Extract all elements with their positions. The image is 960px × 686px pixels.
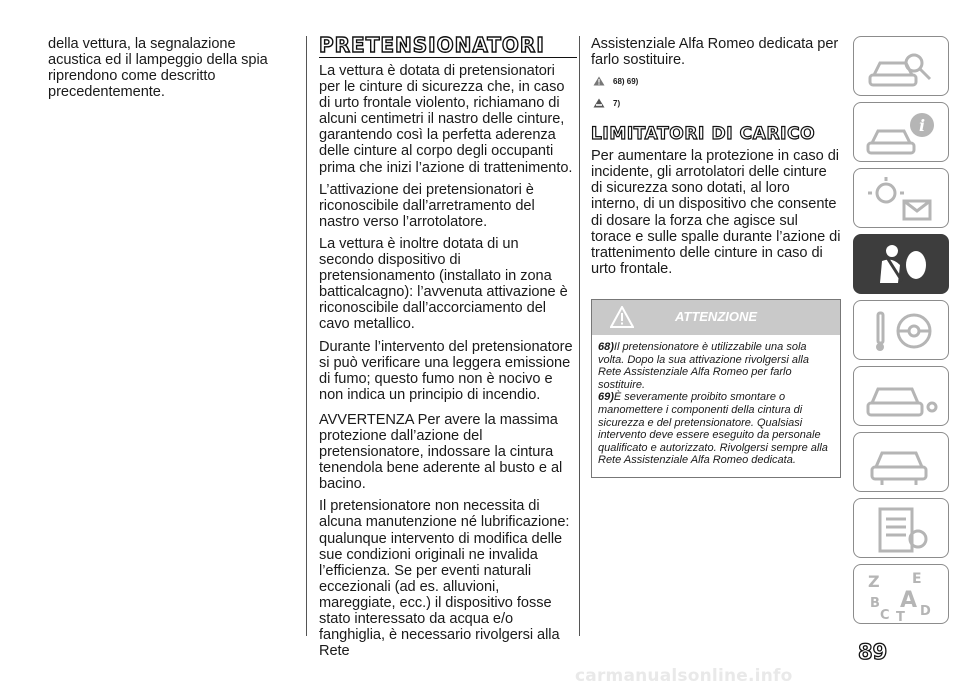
reference-row bbox=[593, 70, 841, 92]
watermark: carmanualsonline.info bbox=[575, 666, 793, 686]
warning-title: ATTENZIONE bbox=[674, 308, 758, 324]
car-search-icon bbox=[854, 37, 950, 97]
tab-seatbelt-airbag[interactable] bbox=[853, 234, 949, 294]
note-text: Il pretensionatore è utilizzabile una sola volta. Dopo la sua attivazione rivolgersi alla Rete Assistenziale Alfa Romeo per farlo sostituire. bbox=[598, 340, 809, 391]
steering-key-icon bbox=[854, 301, 950, 361]
car-service-icon bbox=[854, 433, 950, 493]
reference-numbers: 68) 69) bbox=[613, 76, 639, 86]
paragraph: La vettura è inoltre dotata di un secondo dispositivo di pretensionamento (installato in zona batticalcagno): l’avvenuta attivazione è riconoscibile dall’accorciamento del cavo metallico. bbox=[319, 235, 568, 333]
chapter-sidebar bbox=[853, 36, 949, 630]
tab-steering-key[interactable] bbox=[853, 300, 949, 360]
alphabet-index-icon bbox=[854, 565, 950, 625]
car-info-icon bbox=[854, 103, 950, 163]
car-breakdown-icon bbox=[854, 367, 950, 427]
specs-list-icon bbox=[854, 499, 950, 559]
svg-text:C: C bbox=[880, 608, 890, 623]
page-number: 89 bbox=[858, 640, 888, 664]
heading-rule bbox=[319, 57, 577, 58]
column-divider bbox=[579, 36, 580, 636]
note-text: È severamente proibito smontare o manomettere i componenti della cintura di sicurezza e del pretensionatore. Qualsiasi intervento deve essere eseguito da personale qualificato e autorizzato. Rivolgersi sempre alla Rete Assistenziale Alfa Romeo dedicata. bbox=[598, 391, 828, 467]
svg-text:A: A bbox=[900, 588, 918, 613]
column-left bbox=[48, 36, 288, 106]
tab-alphabet-index[interactable] bbox=[853, 564, 949, 624]
tab-car-breakdown[interactable] bbox=[853, 366, 949, 426]
warning-note bbox=[598, 341, 834, 391]
svg-text:T: T bbox=[896, 610, 905, 625]
svg-text:B: B bbox=[870, 596, 880, 611]
paragraph-avvertenza: AVVERTENZA Per avere la massima protezione dall’azione del pretensionatore, indossare la cintura tenendola bene aderente al busto e al bacino. bbox=[319, 411, 563, 493]
svg-text:Z: Z bbox=[868, 572, 880, 591]
svg-text:i: i bbox=[918, 116, 926, 135]
paragraph: Il pretensionatore non necessita di alcuna manutenzione né lubrificazione: qualunque intervento di modifica delle sue condizioni originali ne invalida l’efficienza. Se per eventi naturali eccezionali (ad es. alluvioni, mareggiate, ecc.) il dispositivo fosse stato interessato da acqua e/o fanghiglia, è necessario rivolgersi alla Rete bbox=[319, 498, 570, 660]
warning-lights-icon bbox=[854, 169, 950, 229]
svg-text:E: E bbox=[912, 571, 922, 587]
warning-triangle-icon bbox=[593, 76, 605, 86]
section-heading-limitatori: LIMITATORI DI CARICO bbox=[591, 124, 816, 145]
column-right bbox=[591, 36, 841, 478]
tab-car-service[interactable] bbox=[853, 432, 949, 492]
svg-text:D: D bbox=[920, 604, 931, 619]
note-number: 68) bbox=[598, 340, 614, 353]
paragraph: della vettura, la segnalazione acustica ed il lampeggio della spia riprendono come descritto precedentemente. bbox=[48, 36, 268, 101]
note-number: 69) bbox=[598, 391, 614, 404]
reference-numbers: 7) bbox=[613, 98, 621, 108]
paragraph: Durante l’intervento del pretensionatore si può verificare una leggera emissione di fumo; questo fumo non è nocivo e non indica un principio di incendio. bbox=[319, 338, 573, 403]
warning-body bbox=[592, 335, 840, 477]
paragraph: L’attivazione dei pretensionatori è riconoscibile dall’arretramento del nastro verso l’arrotolatore. bbox=[319, 181, 535, 230]
paragraph: La vettura è dotata di pretensionatori per le cinture di sicurezza che, in caso di urto frontale violento, richiamano di alcuni centimetri il nastro delle cinture, garantendo così la perfetta aderenza delle cinture al corpo degli occupanti prima che inizi l’azione di trattenimento. bbox=[319, 63, 573, 176]
tab-car-search[interactable] bbox=[853, 36, 949, 96]
tab-car-info[interactable] bbox=[853, 102, 949, 162]
warning-note bbox=[598, 391, 834, 467]
paragraph: Assistenziale Alfa Romeo dedicata per farlo sostituire. bbox=[591, 36, 839, 69]
tab-specs-list[interactable] bbox=[853, 498, 949, 558]
warning-box bbox=[591, 299, 841, 478]
warning-header bbox=[592, 300, 840, 335]
caution-icon bbox=[593, 98, 605, 108]
column-middle bbox=[319, 34, 577, 665]
reference-row bbox=[593, 92, 841, 114]
tab-warning-lights[interactable] bbox=[853, 168, 949, 228]
seatbelt-airbag-icon bbox=[854, 235, 950, 295]
paragraph: Per aumentare la protezione in caso di incidente, gli arrotolatori delle cinture di sicurezza sono dotati, al loro interno, di un dispositivo che consente di dosare la forza che agisce sul torace e sulle spalle durante l’azione di trattenimento delle cinture in caso di urto frontale. bbox=[591, 148, 841, 277]
column-divider bbox=[306, 36, 307, 636]
section-heading-pretensionatori: PRETENSIONATORI bbox=[319, 33, 545, 57]
